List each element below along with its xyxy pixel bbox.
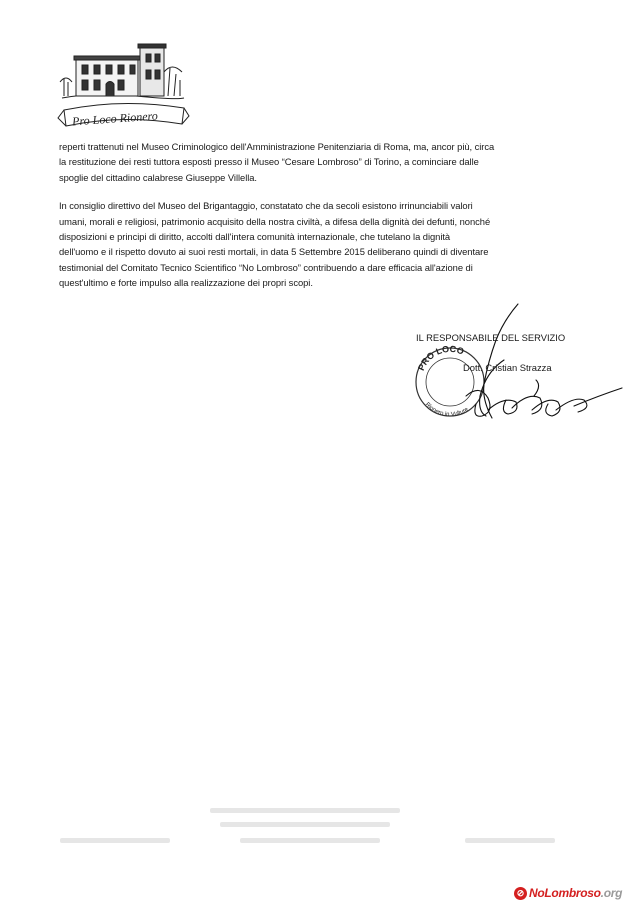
logo-banner-text: Pro Loco Rionero [71,108,159,129]
no-symbol-icon: ⊘ [514,887,527,900]
watermark-text: NoLombroso.org [529,886,623,900]
nolombroso-watermark [514,885,622,901]
paragraph-1: reperti trattenuti nel Museo Criminologico dell'Amministrazione Penitenziaria di Roma, ma, ancor più, circa la restituzione dei resti tuttora esposti presso il Museo “Cesare Lombroso” di Torino, a cominciare dalle spoglie del cittadino calabrese Giuseppe Villella. [59,141,495,183]
faint-footer [60,808,580,858]
letter-body [59,139,559,304]
handwritten-signature-icon [408,300,623,430]
pro-loco-logo [56,38,190,138]
castle-building-logo-icon [56,38,190,138]
signature-block [408,300,623,430]
signatory-title: IL RESPONSABILE DEL SERVIZIO [416,332,566,343]
signatory-name: Dott. Cristian Strazza [463,362,552,373]
stamp-bottom-text: Rionero in Vulture [423,401,470,419]
stamp-top-text: PRO LOCO [415,343,466,373]
paragraph-2: In consiglio direttivo del Museo del Brigantaggio, constatato che da secoli esistono irrinunciabili valori umani, morali e religiosi, patrimonio acquisito della nostra civiltà, a difesa della dignità dei defunti, nonché disposizioni e principi di diritto, accolti dall'intera comunità internazionale, che tutelano la dignità dell'uomo e il rispetto dovuto ai suoi resti mortali, in data 5 Settembre 2015 deliberano quindi di diventare testimonial del Comitato Tecnico Scientifico “No Lombroso” contribuendo a dare efficacia all'azione di quest'ultimo e forte impulso alla realizzazione dei propri scopi. [59,200,491,289]
